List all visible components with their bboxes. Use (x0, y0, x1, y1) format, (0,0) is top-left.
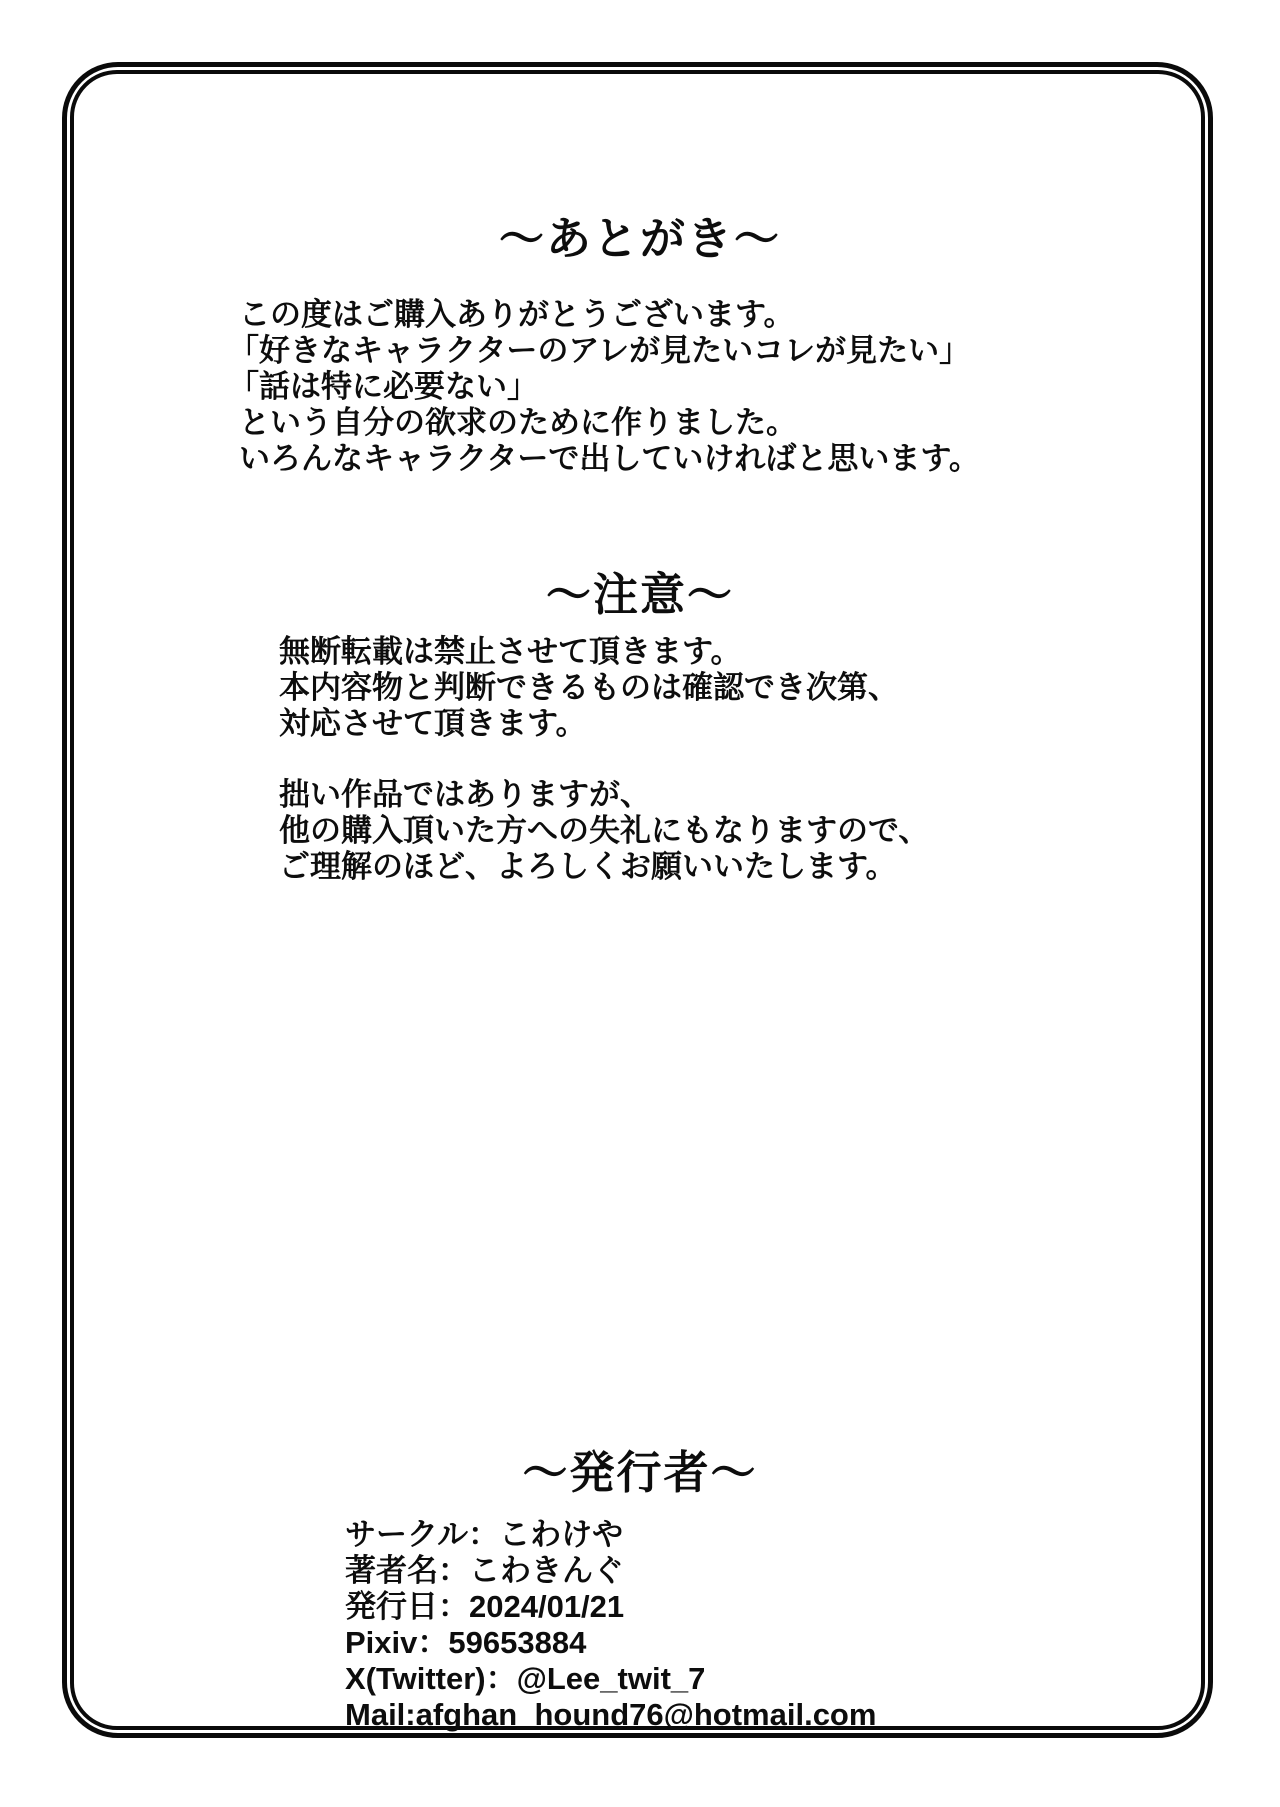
notice-line-6: ご理解のほど、よろしくお願いいたします。 (279, 849, 897, 884)
publisher-circle: サークル：こわけや (345, 1517, 624, 1552)
notice-paragraph-2 (279, 777, 929, 885)
afterword-line-4: という自分の欲求のために作りました。 (239, 405, 797, 440)
afterword-line-3: 「話は特に必要ない」 (228, 369, 538, 404)
afterword-heading: ～あとがき～ (498, 213, 781, 264)
afterword-line-1: この度はご購入ありがとうございます。 (239, 297, 795, 332)
afterword-line-2: 「好きなキャラクターのアレが見たいコレが見たい」 (228, 333, 971, 368)
afterword-paragraph (228, 297, 980, 477)
publisher-pixiv: Pixiv：59653884 (345, 1625, 587, 1660)
notice-line-4: 拙い作品ではありますが、 (279, 777, 651, 812)
notice-line-2: 本内容物と判断できるものは確認でき次第、 (279, 670, 899, 705)
afterword-line-5: いろんなキャラクターで出していければと思います。 (239, 441, 980, 476)
publisher-date: 発行日：2024/01/21 (345, 1589, 625, 1624)
publisher-heading: ～発行者～ (522, 1447, 758, 1498)
notice-heading: ～注意～ (545, 569, 734, 620)
publisher-twitter: X(Twitter)：@Lee_twit_7 (345, 1661, 706, 1696)
notice-paragraph-1 (279, 634, 899, 742)
notice-line-3: 対応させて頂きます。 (279, 706, 587, 741)
notice-line-5: 他の購入頂いた方への失礼にもなりますので、 (279, 813, 930, 848)
publisher-author: 著者名：こわきんぐ (345, 1553, 624, 1588)
notice-line-1: 無断転載は禁止させて頂きます。 (279, 634, 742, 669)
publisher-info-block (345, 1517, 876, 1733)
publisher-mail: Mail:afghan_hound76@hotmail.com (345, 1697, 877, 1732)
